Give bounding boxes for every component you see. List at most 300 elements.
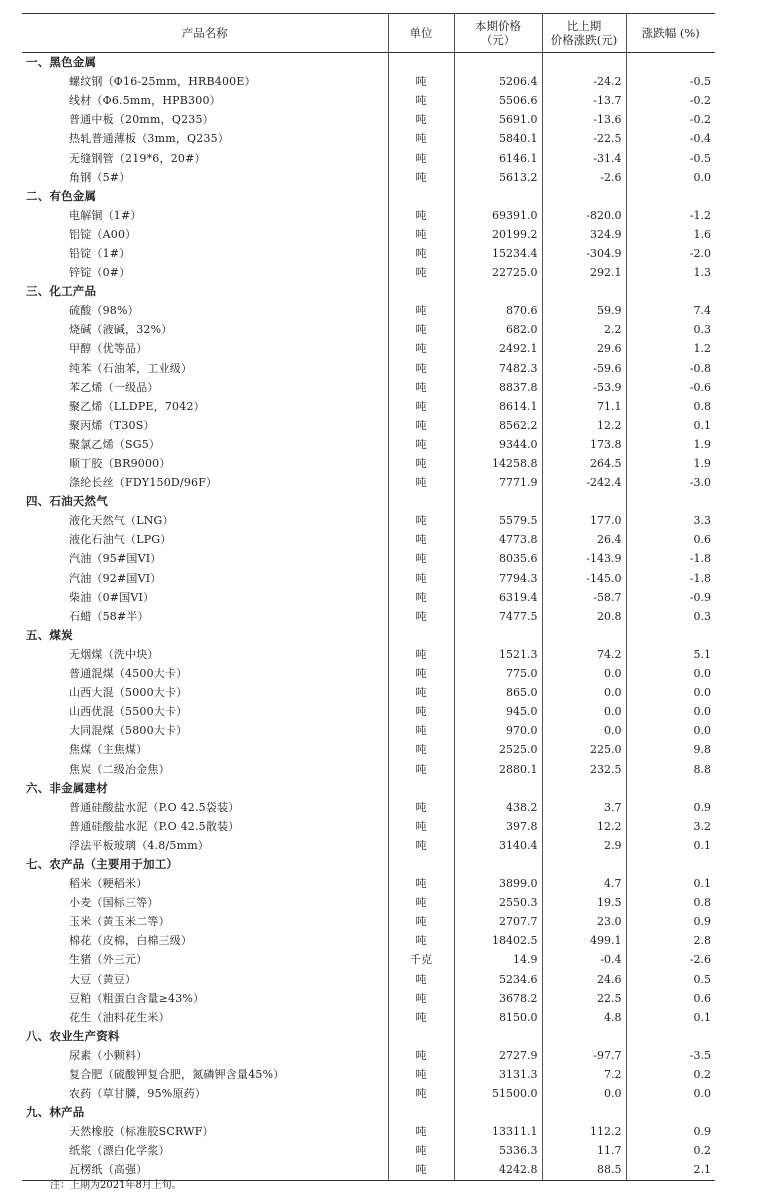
percent-cell: -1.2 (689, 208, 711, 222)
price-cell: 8150.0 (454, 1008, 542, 1027)
price-cell: 682.0 (454, 320, 542, 339)
change-cell: 7.2 (542, 1065, 626, 1084)
product-name-cell: 热轧普通薄板（3mm，Q235） (22, 129, 388, 148)
table-header (22, 14, 715, 53)
price-cell: 438.2 (454, 798, 542, 817)
table-row (22, 931, 715, 950)
change-cell: 0.0 (542, 721, 626, 740)
product-name-cell: 硫酸（98%） (22, 301, 388, 320)
product-name-cell: 电解铜（1#） (22, 206, 388, 225)
unit-cell: 吨 (388, 645, 454, 664)
percent-cell: 0.5 (693, 972, 711, 986)
price-cell: 20199.2 (454, 225, 542, 244)
table-row (22, 435, 715, 454)
change-cell: -97.7 (542, 1046, 626, 1065)
change-cell: 0.0 (542, 683, 626, 702)
table-row (22, 817, 715, 836)
table-row (22, 530, 715, 549)
unit-cell: 吨 (388, 1160, 454, 1180)
table-row (22, 798, 715, 817)
unit-cell: 吨 (388, 206, 454, 225)
change-cell: 12.2 (542, 817, 626, 836)
product-name-cell: 小麦（国标三等） (22, 893, 388, 912)
table-row (22, 1122, 715, 1141)
header-current-price (454, 14, 542, 53)
table-row (22, 874, 715, 893)
price-cell: 13311.1 (454, 1122, 542, 1141)
percent-cell (626, 53, 715, 73)
change-cell: -13.6 (542, 110, 626, 129)
product-name-cell: 焦煤（主焦煤） (22, 740, 388, 759)
section-row (22, 855, 715, 874)
table-row (22, 397, 715, 416)
unit-cell: 吨 (388, 225, 454, 244)
price-cell: 8035.6 (454, 549, 542, 568)
table-row (22, 1046, 715, 1065)
unit-cell: 吨 (388, 435, 454, 454)
percent-cell: -0.6 (689, 380, 711, 394)
unit-cell: 吨 (388, 301, 454, 320)
section-title: 一、黑色金属 (22, 53, 388, 73)
product-name-cell: 汽油（92#国VI） (22, 569, 388, 588)
change-cell: -143.9 (542, 549, 626, 568)
product-name-cell: 烧碱（液碱，32%） (22, 320, 388, 339)
unit-cell: 吨 (388, 721, 454, 740)
table-row (22, 569, 715, 588)
table-row (22, 511, 715, 530)
percent-cell: -0.5 (689, 75, 711, 89)
section-title: 五、煤炭 (22, 626, 388, 645)
price-cell: 51500.0 (454, 1084, 542, 1103)
table-row (22, 740, 715, 759)
price-cell: 6319.4 (454, 588, 542, 607)
product-name-cell: 农药（草甘膦，95%原药） (22, 1084, 388, 1103)
price-cell: 3678.2 (454, 989, 542, 1008)
percent-cell: 1.2 (693, 342, 711, 356)
price-cell: 8837.8 (454, 378, 542, 397)
change-cell: 177.0 (542, 511, 626, 530)
percent-cell: -1.8 (689, 552, 711, 566)
table-row (22, 721, 715, 740)
product-name-cell: 玉米（黄玉米二等） (22, 912, 388, 931)
section-title: 二、有色金属 (22, 187, 388, 206)
price-cell: 2550.3 (454, 893, 542, 912)
change-cell: -820.0 (542, 206, 626, 225)
change-cell: 3.7 (542, 798, 626, 817)
table-row (22, 683, 715, 702)
table-row (22, 588, 715, 607)
table-row (22, 244, 715, 263)
percent-cell: 0.9 (693, 915, 711, 929)
change-cell: -58.7 (542, 588, 626, 607)
percent-cell: 9.8 (693, 743, 711, 757)
change-cell: 26.4 (542, 530, 626, 549)
product-name-cell: 普通硅酸盐水泥（P.O 42.5袋装） (22, 798, 388, 817)
change-cell: 112.2 (542, 1122, 626, 1141)
percent-cell: 0.6 (693, 991, 711, 1005)
price-cell: 18402.5 (454, 931, 542, 950)
unit-cell: 吨 (388, 416, 454, 435)
percent-cell: 0.3 (693, 323, 711, 337)
table-row (22, 989, 715, 1008)
percent-cell: -3.0 (689, 476, 711, 490)
change-cell: 88.5 (542, 1160, 626, 1180)
unit-cell: 吨 (388, 1046, 454, 1065)
unit-cell: 吨 (388, 798, 454, 817)
unit-cell (388, 779, 454, 798)
percent-cell: 1.3 (693, 266, 711, 280)
section-title: 七、农产品（主要用于加工） (22, 855, 388, 874)
change-cell: 4.7 (542, 874, 626, 893)
percent-cell: 1.9 (693, 437, 711, 451)
change-cell: 12.2 (542, 416, 626, 435)
unit-cell: 吨 (388, 454, 454, 473)
change-cell: 0.0 (542, 664, 626, 683)
unit-cell: 吨 (388, 817, 454, 836)
table-row (22, 893, 715, 912)
product-name-cell: 汽油（95#国VI） (22, 549, 388, 568)
change-cell: -31.4 (542, 148, 626, 167)
percent-cell: 3.3 (693, 514, 711, 528)
percent-cell: 1.9 (693, 457, 711, 471)
table-row (22, 359, 715, 378)
product-name-cell: 棉花（皮棉，白棉三级） (22, 931, 388, 950)
percent-cell: -0.2 (689, 113, 711, 127)
change-cell: 4.8 (542, 1008, 626, 1027)
table-row (22, 206, 715, 225)
unit-cell: 吨 (388, 359, 454, 378)
unit-cell: 吨 (388, 1065, 454, 1084)
percent-cell: 0.0 (693, 724, 711, 738)
change-cell: 0.0 (542, 702, 626, 721)
table-row (22, 759, 715, 778)
price-cell: 5336.3 (454, 1141, 542, 1160)
unit-cell: 吨 (388, 931, 454, 950)
percent-cell: -0.9 (689, 590, 711, 604)
unit-cell: 吨 (388, 970, 454, 989)
product-name-cell: 焦炭（二级冶金焦） (22, 759, 388, 778)
unit-cell: 吨 (388, 339, 454, 358)
product-name-cell: 线材（Φ6.5mm，HPB300） (22, 91, 388, 110)
price-cell: 2707.7 (454, 912, 542, 931)
price-cell: 2880.1 (454, 759, 542, 778)
table-row (22, 645, 715, 664)
table-row (22, 1141, 715, 1160)
unit-cell: 吨 (388, 263, 454, 282)
unit-cell: 吨 (388, 72, 454, 91)
unit-cell (388, 492, 454, 511)
percent-cell (626, 492, 715, 511)
table-row (22, 91, 715, 110)
unit-cell: 吨 (388, 397, 454, 416)
price-cell (454, 187, 542, 206)
table-row (22, 702, 715, 721)
price-cell: 397.8 (454, 817, 542, 836)
change-cell: 225.0 (542, 740, 626, 759)
table-row (22, 950, 715, 969)
table-row (22, 970, 715, 989)
table-body (22, 53, 715, 1181)
product-name-cell: 纸浆（漂白化学浆） (22, 1141, 388, 1160)
product-name-cell: 聚乙烯（LLDPE，7042） (22, 397, 388, 416)
change-cell (542, 492, 626, 511)
price-cell: 9344.0 (454, 435, 542, 454)
percent-cell: -1.8 (689, 571, 711, 585)
unit-cell: 吨 (388, 129, 454, 148)
percent-cell: 0.0 (693, 1087, 711, 1101)
change-cell: -22.5 (542, 129, 626, 148)
percent-cell (626, 1103, 715, 1122)
unit-cell: 吨 (388, 378, 454, 397)
unit-cell: 吨 (388, 874, 454, 893)
section-row (22, 282, 715, 301)
change-cell: 20.8 (542, 607, 626, 626)
percent-cell: 3.2 (693, 819, 711, 833)
table-row (22, 416, 715, 435)
change-cell: 324.9 (542, 225, 626, 244)
price-cell: 5506.6 (454, 91, 542, 110)
change-cell: 11.7 (542, 1141, 626, 1160)
table-row (22, 1084, 715, 1103)
unit-cell: 吨 (388, 549, 454, 568)
product-name-cell: 山西优混（5500大卡） (22, 702, 388, 721)
price-cell: 5234.6 (454, 970, 542, 989)
header-price-change-line2: 价格涨跌(元) (550, 33, 618, 47)
percent-cell: 0.3 (693, 609, 711, 623)
change-cell (542, 53, 626, 73)
price-cell: 7794.3 (454, 569, 542, 588)
header-unit: 单位 (388, 14, 454, 53)
header-product-name: 产品名称 (22, 14, 388, 53)
unit-cell: 吨 (388, 1141, 454, 1160)
price-cell (454, 492, 542, 511)
change-cell (542, 1027, 626, 1046)
percent-cell: 2.8 (693, 934, 711, 948)
price-cell: 775.0 (454, 664, 542, 683)
unit-cell: 吨 (388, 569, 454, 588)
change-cell (542, 1103, 626, 1122)
percent-cell: 0.1 (693, 1010, 711, 1024)
price-cell: 8614.1 (454, 397, 542, 416)
unit-cell: 千克 (388, 950, 454, 969)
product-name-cell: 锌锭（0#） (22, 263, 388, 282)
percent-cell: 1.6 (693, 227, 711, 241)
unit-cell: 吨 (388, 168, 454, 187)
section-title: 八、农业生产资料 (22, 1027, 388, 1046)
product-name-cell: 铅锭（1#） (22, 244, 388, 263)
percent-cell: 0.0 (693, 686, 711, 700)
change-cell: 19.5 (542, 893, 626, 912)
footnote: 注：上期为2021年8月上旬。 (50, 1180, 182, 1191)
price-cell: 14258.8 (454, 454, 542, 473)
product-name-cell: 液化天然气（LNG） (22, 511, 388, 530)
percent-cell: 0.1 (693, 838, 711, 852)
table-row (22, 263, 715, 282)
price-cell: 3131.3 (454, 1065, 542, 1084)
unit-cell: 吨 (388, 91, 454, 110)
product-name-cell: 柴油（0#国VI） (22, 588, 388, 607)
unit-cell: 吨 (388, 664, 454, 683)
section-row (22, 187, 715, 206)
product-name-cell: 顺丁胶（BR9000） (22, 454, 388, 473)
price-cell (454, 53, 542, 73)
product-name-cell: 涤纶长丝（FDY150D/96F） (22, 473, 388, 492)
price-cell (454, 1103, 542, 1122)
change-cell: -304.9 (542, 244, 626, 263)
change-cell: 0.0 (542, 1084, 626, 1103)
price-cell: 15234.4 (454, 244, 542, 263)
table-row (22, 912, 715, 931)
change-cell: 264.5 (542, 454, 626, 473)
unit-cell: 吨 (388, 1122, 454, 1141)
table-row (22, 339, 715, 358)
price-cell: 6146.1 (454, 148, 542, 167)
price-cell: 870.6 (454, 301, 542, 320)
percent-cell: 5.1 (693, 647, 711, 661)
price-cell: 2727.9 (454, 1046, 542, 1065)
price-cell: 69391.0 (454, 206, 542, 225)
percent-cell: -3.5 (689, 1048, 711, 1062)
table-row (22, 473, 715, 492)
change-cell: -0.4 (542, 950, 626, 969)
price-cell: 8562.2 (454, 416, 542, 435)
change-cell: -242.4 (542, 473, 626, 492)
change-cell: -13.7 (542, 91, 626, 110)
product-name-cell: 角钢（5#） (22, 168, 388, 187)
product-name-cell: 尿素（小颗料） (22, 1046, 388, 1065)
percent-cell: -0.4 (689, 132, 711, 146)
table-row (22, 549, 715, 568)
unit-cell: 吨 (388, 912, 454, 931)
percent-cell: 0.1 (693, 418, 711, 432)
unit-cell (388, 187, 454, 206)
table-row (22, 320, 715, 339)
change-cell: 2.9 (542, 836, 626, 855)
product-name-cell: 液化石油气（LPG） (22, 530, 388, 549)
percent-cell: 7.4 (693, 304, 711, 318)
percent-cell: 2.1 (626, 1160, 715, 1180)
unit-cell: 吨 (388, 759, 454, 778)
price-cell (454, 855, 542, 874)
percent-cell: -2.0 (689, 246, 711, 260)
price-cell: 22725.0 (454, 263, 542, 282)
section-row (22, 1027, 715, 1046)
price-cell: 945.0 (454, 702, 542, 721)
table-row (22, 1008, 715, 1027)
price-cell: 4242.8 (454, 1160, 542, 1180)
price-cell: 1521.3 (454, 645, 542, 664)
change-cell (542, 855, 626, 874)
change-cell: -145.0 (542, 569, 626, 588)
percent-cell: 0.8 (693, 399, 711, 413)
percent-cell: -2.6 (689, 953, 711, 967)
unit-cell: 吨 (388, 1084, 454, 1103)
price-cell (454, 779, 542, 798)
product-name-cell: 甲醇（优等品） (22, 339, 388, 358)
percent-cell (626, 779, 715, 798)
table-row (22, 664, 715, 683)
unit-cell: 吨 (388, 683, 454, 702)
price-cell: 7771.9 (454, 473, 542, 492)
price-cell: 5691.0 (454, 110, 542, 129)
table-row (22, 225, 715, 244)
change-cell (542, 282, 626, 301)
product-name-cell: 生猪（外三元） (22, 950, 388, 969)
price-cell: 2492.1 (454, 339, 542, 358)
table-row (22, 148, 715, 167)
header-current-price-line2: （元） (480, 33, 516, 47)
section-row (22, 1103, 715, 1122)
unit-cell (388, 626, 454, 645)
product-name-cell: 纯苯（石油苯，工业级） (22, 359, 388, 378)
unit-cell (388, 53, 454, 73)
price-cell: 865.0 (454, 683, 542, 702)
table-row (22, 607, 715, 626)
product-name-cell: 复合肥（硫酸钾复合肥，氮磷钾含量45%） (22, 1065, 388, 1084)
product-name-cell: 普通硅酸盐水泥（P.O 42.5散装） (22, 817, 388, 836)
product-name-cell: 大同混煤（5800大卡） (22, 721, 388, 740)
percent-cell (626, 1027, 715, 1046)
table-row (22, 129, 715, 148)
percent-cell: 0.0 (693, 170, 711, 184)
unit-cell (388, 1103, 454, 1122)
price-table (22, 13, 715, 1181)
price-cell: 3899.0 (454, 874, 542, 893)
product-name-cell: 苯乙烯（一级品） (22, 378, 388, 397)
percent-cell: -0.2 (689, 94, 711, 108)
unit-cell (388, 1027, 454, 1046)
table-row (22, 378, 715, 397)
price-cell: 5840.1 (454, 129, 542, 148)
section-title: 六、非金属建材 (22, 779, 388, 798)
table-row (22, 454, 715, 473)
price-cell: 5206.4 (454, 72, 542, 91)
change-cell: 29.6 (542, 339, 626, 358)
percent-cell: 0.0 (693, 705, 711, 719)
change-cell: 232.5 (542, 759, 626, 778)
header-change-percent: 涨跌幅 (%) (626, 14, 715, 53)
price-cell: 7477.5 (454, 607, 542, 626)
unit-cell: 吨 (388, 702, 454, 721)
change-cell: 59.9 (542, 301, 626, 320)
product-name-cell: 稻米（粳稻米） (22, 874, 388, 893)
product-name-cell: 普通混煤（4500大卡） (22, 664, 388, 683)
percent-cell: 0.8 (693, 896, 711, 910)
price-cell: 14.9 (454, 950, 542, 969)
change-cell: -2.6 (542, 168, 626, 187)
unit-cell: 吨 (388, 836, 454, 855)
table-row (22, 168, 715, 187)
product-name-cell: 聚氯乙烯（SG5） (22, 435, 388, 454)
unit-cell: 吨 (388, 473, 454, 492)
product-name-cell: 聚丙烯（T30S） (22, 416, 388, 435)
table-row (22, 72, 715, 91)
change-cell: 173.8 (542, 435, 626, 454)
change-cell: 24.6 (542, 970, 626, 989)
unit-cell: 吨 (388, 320, 454, 339)
percent-cell: 0.9 (693, 800, 711, 814)
unit-cell: 吨 (388, 244, 454, 263)
price-cell: 3140.4 (454, 836, 542, 855)
product-name-cell: 豆粕（粗蛋白含量≥43%） (22, 989, 388, 1008)
unit-cell: 吨 (388, 1008, 454, 1027)
price-cell: 4773.8 (454, 530, 542, 549)
section-row (22, 779, 715, 798)
price-cell: 2525.0 (454, 740, 542, 759)
table-row (22, 110, 715, 129)
price-cell: 5613.2 (454, 168, 542, 187)
change-cell: 22.5 (542, 989, 626, 1008)
